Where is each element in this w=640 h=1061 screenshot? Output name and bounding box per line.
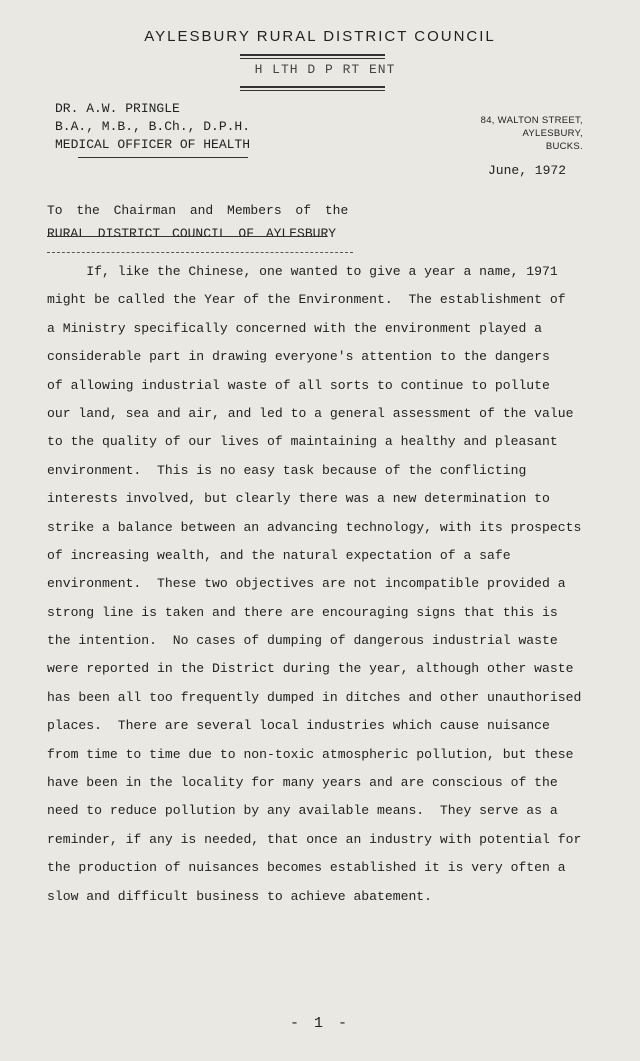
body-line: reminder, if any is needed, that once an industry with potential for xyxy=(47,831,582,847)
letter-date: June, 1972 xyxy=(487,163,566,178)
body-line: a Ministry specifically concerned with the environment played a xyxy=(47,320,543,336)
officer-underline xyxy=(78,157,248,158)
address-street: 84, WALTON STREET, xyxy=(480,115,583,126)
department-heading: H LTH D P RT ENT xyxy=(254,62,396,77)
body-line: the intention. No cases of dumping of dangerous industrial waste xyxy=(47,633,558,649)
body-paragraph xyxy=(47,258,627,911)
body-line: interests involved, but clearly there was a new determination to xyxy=(47,491,550,507)
body-line: slow and difficult business to achieve abatement. xyxy=(47,888,433,904)
body-line: environment. These two objectives are not incompatible provided a xyxy=(47,576,566,592)
addressee-block xyxy=(47,199,348,245)
addressee-double-rule xyxy=(47,252,353,253)
body-line: might be called the Year of the Environment. The establishment of xyxy=(47,292,566,308)
officer-title: MEDICAL OFFICER OF HEALTH xyxy=(55,137,251,152)
body-line: If, like the Chinese, one wanted to give a year a name, 1971 xyxy=(47,264,558,279)
body-line: places. There are several local industries which cause nuisance xyxy=(47,718,550,734)
officer-block xyxy=(55,100,250,154)
header-rule-top xyxy=(240,54,385,56)
body-line: has been all too frequently dumped in ditches and other unauthorised xyxy=(47,689,582,705)
officer-qualifications: B.A., M.B., B.Ch., D.P.H. xyxy=(55,119,251,134)
body-line: strike a balance between an advancing technology, with its prospects xyxy=(47,519,582,535)
council-heading: AYLESBURY RURAL DISTRICT COUNCIL xyxy=(144,28,496,45)
header-rule-bottom xyxy=(240,86,385,88)
addressee-line-1: To the Chairman and Members of the xyxy=(47,203,349,218)
body-line: the production of nuisances becomes established it is very often a xyxy=(47,860,566,876)
office-address xyxy=(480,114,583,153)
body-line: were reported in the District during the year, although other waste xyxy=(47,661,574,677)
body-line: of increasing wealth, and the natural expectation of a safe xyxy=(47,547,511,563)
body-line: strong line is taken and there are encouraging signs that this is xyxy=(47,604,558,620)
officer-name: DR. A.W. PRINGLE xyxy=(55,101,180,116)
addressee-line-2: RURAL DISTRICT COUNCIL OF AYLESBURY xyxy=(47,226,337,241)
header-rule-top-thin xyxy=(240,58,385,59)
body-line: environment. This is no easy task because of the conflicting xyxy=(47,462,527,478)
body-line: have been in the locality for many years and are conscious of the xyxy=(47,775,558,791)
address-town: AYLESBURY, xyxy=(522,128,583,139)
header-rule-bottom-thin xyxy=(240,90,385,91)
addressee-underline xyxy=(47,236,327,237)
body-line: from time to time due to non-toxic atmospheric pollution, but these xyxy=(47,746,574,762)
body-line: need to reduce pollution by any available means. They serve as a xyxy=(47,803,558,819)
body-line: of allowing industrial waste of all sorts to continue to pollute xyxy=(47,377,550,393)
body-line: considerable part in drawing everyone's attention to the dangers xyxy=(47,349,550,365)
body-line: our land, sea and air, and led to a general assessment of the value xyxy=(47,405,574,421)
address-county: BUCKS. xyxy=(545,141,583,152)
body-line: to the quality of our lives of maintaining a healthy and pleasant xyxy=(47,434,558,450)
page-number: - 1 - xyxy=(289,1015,350,1032)
